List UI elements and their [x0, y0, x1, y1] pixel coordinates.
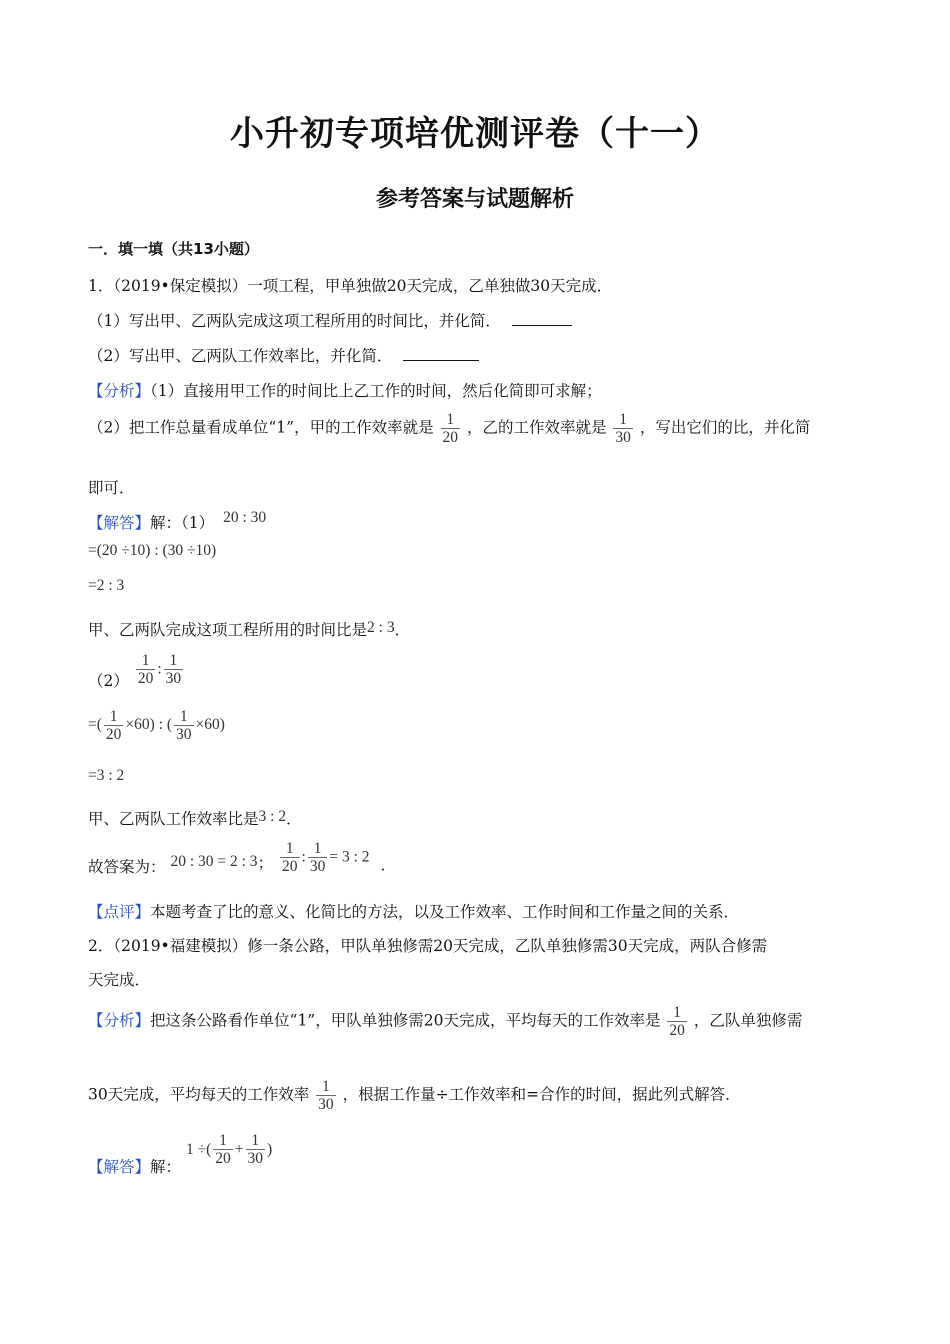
fraction-1-30: $\frac{1}{30}$ [615, 411, 631, 446]
fraction-1-30: $\frac{1}{30}$ [318, 1078, 334, 1113]
analysis-tag: 【分析】 [88, 382, 151, 400]
q1-analysis-1 [88, 379, 602, 401]
q1-answer-lead [88, 511, 266, 533]
q1-stem: 1．（2019•保定模拟）一项工程，甲单独做20天完成，乙单独做30天完成． [88, 277, 613, 295]
period: ． [394, 621, 411, 639]
separator: ； [257, 853, 274, 872]
q2-stem [88, 934, 767, 956]
fraction-1-20: $\frac{1}{20}$ [215, 1132, 231, 1167]
answer-tag: 【解答】 [88, 1157, 151, 1176]
math-open: 1 ÷( [185, 1140, 212, 1158]
q2-answer-lead: 解： [150, 1157, 182, 1176]
page-title: 小升初专项培优测评卷（十一） [230, 114, 720, 154]
q1-conclusion-1-text: 甲、乙两队完成这项工程所用的时间比是 [88, 621, 368, 639]
fraction-1-20: $\frac{1}{20}$ [137, 652, 154, 687]
math-open: =( [88, 716, 102, 734]
q1-sub2 [88, 344, 479, 366]
q1-math-3: =2 : 3 [88, 577, 125, 594]
q1-part2-lead: （2） [88, 671, 129, 690]
q2-analysis-d: ，根据工作量÷工作效率和=合作的时间，据此列式解答． [342, 1085, 741, 1104]
q1-final-answer [88, 840, 396, 875]
q1-math-2: =(20 ÷10) : (30 ÷10) [88, 542, 217, 559]
q2-stem-cont: 天完成． [88, 971, 151, 989]
q2-stem-text: 2．（2019•福建模拟）修一条公路，甲队单独修需20天完成，乙队单独修需30天完成，两队合修需 [88, 937, 768, 955]
q1-conclusion-2 [88, 807, 302, 829]
q2-answer [88, 1132, 273, 1176]
q1-conclusion-1 [88, 618, 410, 640]
final-math-1: 20 : 30 = 2 : 3 [170, 852, 258, 870]
period: ． [380, 855, 396, 874]
q1-conclusion-2-text: 甲、乙两队工作效率比是 [88, 810, 259, 828]
final-lead: 故答案为： [88, 857, 166, 876]
q2-analysis-cont [88, 1078, 741, 1113]
q1-sub2-text: （2）写出甲、乙两队工作效率比，并化简． [88, 347, 393, 365]
fraction-1-30: $\frac{1}{30}$ [165, 652, 182, 687]
q1-sub1 [88, 309, 572, 331]
section-heading: 一．填一填（共13小题） [88, 240, 259, 258]
colon: : [157, 660, 162, 678]
q1-sub1-blank[interactable] [512, 311, 572, 326]
math-close: ) [267, 1140, 273, 1158]
comment-tag: 【点评】 [88, 903, 151, 921]
math-times: ×60) : ( [125, 716, 173, 734]
fraction-1-20: $\frac{1}{20}$ [282, 840, 298, 875]
q1-analysis-2d: 即可． [88, 479, 135, 497]
q1-math-1: 20 : 30 [223, 509, 267, 526]
q1-math-6: =3 : 2 [88, 767, 125, 784]
q2-analysis [88, 1004, 802, 1039]
colon: : [301, 848, 306, 866]
math-plus: + [234, 1140, 244, 1158]
q1-sub2-blank[interactable] [403, 346, 479, 361]
q1-sub1-text: （1）写出甲、乙两队完成这项工程所用的时间比，并化简． [88, 312, 501, 330]
q1-comment-text: 本题考查了比的意义、化简比的方法，以及工作效率、工作时间和工作量之间的关系． [150, 903, 740, 921]
q1-answer-lead-text: 解：（1） [150, 514, 215, 532]
q1-conclusion-2-math: 3 : 2 [258, 808, 287, 825]
q2-analysis-c: 30天完成，平均每天的工作效率 [88, 1085, 310, 1104]
fraction-1-20: $\frac{1}{20}$ [442, 411, 459, 446]
q1-analysis-2b: ，乙的工作效率就是 [466, 418, 607, 437]
q1-part2-ratio [88, 652, 185, 690]
math-close: ×60) [195, 716, 225, 734]
q1-analysis-2c: ，写出它们的比，并化简 [639, 418, 811, 437]
fraction-1-20: $\frac{1}{20}$ [669, 1004, 685, 1039]
q1-analysis-2 [88, 411, 810, 446]
q1-conclusion-1-math: 2 : 3 [367, 619, 395, 636]
final-math-2: = 3 : 2 [329, 848, 370, 866]
fraction-1-20: $\frac{1}{20}$ [105, 708, 122, 743]
q2-analysis-b: ，乙队单独修需 [693, 1011, 803, 1030]
q1-analysis-2a: （2）把工作总量看成单位“1”，甲的工作效率就是 [88, 418, 434, 437]
answer-tag: 【解答】 [88, 514, 151, 532]
page-subtitle: 参考答案与试题解析 [375, 187, 574, 212]
q1-analysis-1-text: （1）直接用甲工作的时间比上乙工作的时间，然后化简即可求解； [150, 382, 602, 400]
analysis-tag: 【分析】 [88, 1011, 151, 1030]
fraction-1-30: $\frac{1}{30}$ [309, 840, 326, 875]
q1-math-5 [88, 708, 225, 743]
fraction-1-30: $\frac{1}{30}$ [176, 708, 192, 743]
fraction-1-30: $\frac{1}{30}$ [247, 1132, 264, 1167]
period: ． [286, 810, 302, 828]
q1-comment [88, 900, 739, 922]
q2-analysis-a: 把这条公路看作单位“1”，甲队单独修需20天完成，平均每天的工作效率是 [150, 1011, 661, 1030]
